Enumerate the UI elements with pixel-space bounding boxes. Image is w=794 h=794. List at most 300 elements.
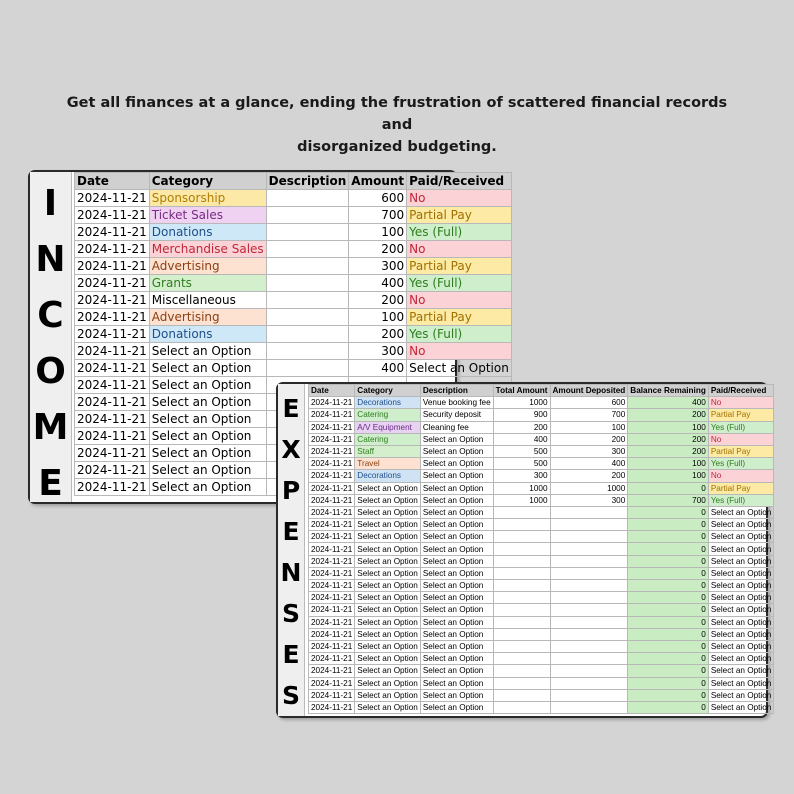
expenses-cell-date[interactable]: 2024-11-21	[309, 604, 355, 616]
headline	[60, 92, 734, 158]
expenses-cell-description[interactable]: Select an Option	[420, 458, 493, 470]
expenses-cell-amount-deposited[interactable]: 200	[550, 433, 628, 445]
expenses-cell-amount-deposited[interactable]: 200	[550, 470, 628, 482]
expenses-cell-total-amount[interactable]	[493, 653, 550, 665]
expenses-cell-paid-received[interactable]: Select an Option	[708, 677, 774, 689]
expenses-cell-date[interactable]: 2024-11-21	[309, 409, 355, 421]
expenses-table-row	[309, 531, 774, 543]
expenses-cell-total-amount[interactable]: 900	[493, 409, 550, 421]
income-cell-description[interactable]	[266, 343, 349, 360]
income-cell-description[interactable]	[266, 207, 349, 224]
expenses-cell-date[interactable]: 2024-11-21	[309, 677, 355, 689]
income-cell-amount[interactable]: 700	[349, 207, 407, 224]
expenses-cell-category[interactable]: Decorations	[355, 470, 421, 482]
income-cell-date[interactable]: 2024-11-21	[75, 326, 150, 343]
income-cell-paid-received[interactable]: Select an Option	[407, 360, 512, 377]
income-cell-category[interactable]: Select an Option	[149, 428, 266, 445]
expenses-cell-category[interactable]: Select an Option	[355, 665, 421, 677]
expenses-cell-description[interactable]: Cleaning fee	[420, 421, 493, 433]
expenses-table-row	[309, 433, 774, 445]
expenses-cell-amount-deposited[interactable]	[550, 616, 628, 628]
income-cell-description[interactable]	[266, 309, 349, 326]
income-cell-paid-received[interactable]: No	[407, 190, 512, 207]
expenses-cell-amount-deposited[interactable]: 1000	[550, 482, 628, 494]
expenses-cell-balance-remaining[interactable]: 0	[628, 482, 709, 494]
expenses-cell-category[interactable]: Select an Option	[355, 555, 421, 567]
income-cell-amount[interactable]: 200	[349, 326, 407, 343]
expenses-cell-category[interactable]: Select an Option	[355, 567, 421, 579]
income-cell-category[interactable]: Advertising	[149, 258, 266, 275]
expenses-cell-amount-deposited[interactable]	[550, 506, 628, 518]
income-cell-paid-received[interactable]: No	[407, 241, 512, 258]
expenses-cell-amount-deposited[interactable]	[550, 543, 628, 555]
expenses-cell-description[interactable]: Select an Option	[420, 677, 493, 689]
expenses-table-row	[309, 445, 774, 457]
expenses-cell-balance-remaining[interactable]: 0	[628, 592, 709, 604]
expenses-header-category: Category	[355, 385, 421, 397]
expenses-cell-paid-received[interactable]: Select an Option	[708, 506, 774, 518]
income-table-row	[75, 275, 512, 292]
expenses-cell-date[interactable]: 2024-11-21	[309, 458, 355, 470]
expenses-cell-description[interactable]: Select an Option	[420, 531, 493, 543]
expenses-cell-total-amount[interactable]: 500	[493, 458, 550, 470]
expenses-cell-description[interactable]: Select an Option	[420, 506, 493, 518]
expenses-cell-total-amount[interactable]	[493, 580, 550, 592]
expenses-cell-paid-received[interactable]: Yes (Full)	[708, 494, 774, 506]
income-table-row	[75, 292, 512, 309]
income-cell-category[interactable]: Donations	[149, 224, 266, 241]
expenses-cell-balance-remaining[interactable]: 200	[628, 409, 709, 421]
income-cell-paid-received[interactable]: No	[407, 343, 512, 360]
income-cell-date[interactable]: 2024-11-21	[75, 377, 150, 394]
expenses-cell-amount-deposited[interactable]: 400	[550, 458, 628, 470]
expenses-cell-total-amount[interactable]	[493, 592, 550, 604]
expenses-cell-total-amount[interactable]	[493, 640, 550, 652]
expenses-cell-category[interactable]: Select an Option	[355, 628, 421, 640]
expenses-cell-date[interactable]: 2024-11-21	[309, 628, 355, 640]
income-table-row	[75, 326, 512, 343]
expenses-label-letter: E	[282, 394, 300, 423]
expenses-cell-date[interactable]: 2024-11-21	[309, 482, 355, 494]
expenses-cell-balance-remaining[interactable]: 100	[628, 470, 709, 482]
expenses-cell-date[interactable]: 2024-11-21	[309, 445, 355, 457]
expenses-cell-category[interactable]: Travel	[355, 458, 421, 470]
expenses-cell-category[interactable]: Select an Option	[355, 604, 421, 616]
expenses-cell-balance-remaining[interactable]: 0	[628, 506, 709, 518]
expenses-cell-paid-received[interactable]: No	[708, 470, 774, 482]
income-cell-category[interactable]: Merchandise Sales	[149, 241, 266, 258]
expenses-cell-category[interactable]: Select an Option	[355, 580, 421, 592]
expenses-cell-balance-remaining[interactable]: 700	[628, 494, 709, 506]
expenses-cell-amount-deposited[interactable]	[550, 628, 628, 640]
expenses-cell-total-amount[interactable]	[493, 689, 550, 701]
income-cell-category[interactable]: Select an Option	[149, 411, 266, 428]
income-label-letter: C	[37, 295, 64, 336]
expenses-cell-balance-remaining[interactable]: 0	[628, 543, 709, 555]
expenses-cell-description[interactable]: Select an Option	[420, 701, 493, 713]
income-cell-date[interactable]: 2024-11-21	[75, 394, 150, 411]
expenses-cell-amount-deposited[interactable]	[550, 580, 628, 592]
income-cell-category[interactable]: Select an Option	[149, 445, 266, 462]
expenses-table-row	[309, 665, 774, 677]
income-cell-date[interactable]: 2024-11-21	[75, 428, 150, 445]
expenses-cell-total-amount[interactable]: 1000	[493, 397, 550, 409]
expenses-cell-category[interactable]: Select an Option	[355, 543, 421, 555]
expenses-table-row	[309, 421, 774, 433]
expenses-cell-balance-remaining[interactable]: 0	[628, 567, 709, 579]
expenses-cell-amount-deposited[interactable]	[550, 531, 628, 543]
expenses-cell-description[interactable]: Select an Option	[420, 433, 493, 445]
income-cell-amount[interactable]: 400	[349, 360, 407, 377]
expenses-cell-balance-remaining[interactable]: 0	[628, 519, 709, 531]
expenses-cell-paid-received[interactable]: Partial Pay	[708, 445, 774, 457]
income-table-row	[75, 309, 512, 326]
expenses-cell-amount-deposited[interactable]	[550, 592, 628, 604]
expenses-cell-amount-deposited[interactable]	[550, 689, 628, 701]
expenses-cell-category[interactable]: Catering	[355, 433, 421, 445]
expenses-label-letter: S	[281, 681, 300, 710]
income-cell-category[interactable]: Select an Option	[149, 479, 266, 496]
income-cell-amount[interactable]: 300	[349, 258, 407, 275]
income-cell-category[interactable]: Miscellaneous	[149, 292, 266, 309]
income-header-category: Category	[149, 173, 266, 190]
income-cell-date[interactable]: 2024-11-21	[75, 258, 150, 275]
expenses-cell-balance-remaining[interactable]: 0	[628, 616, 709, 628]
expenses-cell-date[interactable]: 2024-11-21	[309, 701, 355, 713]
expenses-cell-paid-received[interactable]: Select an Option	[708, 555, 774, 567]
expenses-cell-balance-remaining[interactable]: 200	[628, 433, 709, 445]
expenses-cell-paid-received[interactable]: Select an Option	[708, 592, 774, 604]
income-cell-description[interactable]	[266, 258, 349, 275]
expenses-cell-paid-received[interactable]: Select an Option	[708, 580, 774, 592]
expenses-cell-total-amount[interactable]	[493, 567, 550, 579]
expenses-cell-amount-deposited[interactable]: 300	[550, 494, 628, 506]
expenses-cell-date[interactable]: 2024-11-21	[309, 506, 355, 518]
expenses-cell-description[interactable]: Select an Option	[420, 567, 493, 579]
expenses-cell-date[interactable]: 2024-11-21	[309, 543, 355, 555]
income-cell-paid-received[interactable]: Partial Pay	[407, 207, 512, 224]
expenses-table-row	[309, 470, 774, 482]
expenses-cell-balance-remaining[interactable]: 200	[628, 445, 709, 457]
expenses-cell-paid-received[interactable]: Select an Option	[708, 701, 774, 713]
expenses-cell-amount-deposited[interactable]: 600	[550, 397, 628, 409]
expenses-cell-total-amount[interactable]	[493, 628, 550, 640]
expenses-cell-balance-remaining[interactable]: 100	[628, 458, 709, 470]
expenses-cell-amount-deposited[interactable]	[550, 653, 628, 665]
expenses-cell-category[interactable]: Select an Option	[355, 653, 421, 665]
income-table-row	[75, 207, 512, 224]
expenses-cell-total-amount[interactable]	[493, 616, 550, 628]
expenses-cell-category[interactable]: Catering	[355, 409, 421, 421]
income-cell-paid-received[interactable]: Partial Pay	[407, 258, 512, 275]
income-cell-date[interactable]: 2024-11-21	[75, 411, 150, 428]
expenses-cell-paid-received[interactable]: Yes (Full)	[708, 421, 774, 433]
expenses-cell-category[interactable]: Select an Option	[355, 616, 421, 628]
expenses-cell-paid-received[interactable]: Yes (Full)	[708, 458, 774, 470]
expenses-table-row	[309, 519, 774, 531]
income-cell-description[interactable]	[266, 190, 349, 207]
expenses-cell-description[interactable]: Select an Option	[420, 580, 493, 592]
expenses-cell-paid-received[interactable]: Select an Option	[708, 567, 774, 579]
expenses-cell-category[interactable]: Select an Option	[355, 689, 421, 701]
income-header-description: Description	[266, 173, 349, 190]
expenses-label-letter: P	[281, 476, 301, 505]
expenses-table-wrap	[308, 384, 772, 716]
expenses-cell-total-amount[interactable]	[493, 506, 550, 518]
expenses-cell-category[interactable]: Select an Option	[355, 506, 421, 518]
income-cell-category[interactable]: Select an Option	[149, 394, 266, 411]
expenses-label-letter: S	[281, 599, 300, 628]
income-cell-date[interactable]: 2024-11-21	[75, 360, 150, 377]
income-cell-paid-received[interactable]: Yes (Full)	[407, 224, 512, 241]
expenses-table-row	[309, 653, 774, 665]
income-cell-date[interactable]: 2024-11-21	[75, 309, 150, 326]
income-cell-date[interactable]: 2024-11-21	[75, 241, 150, 258]
income-table-row	[75, 190, 512, 207]
expenses-cell-amount-deposited[interactable]: 300	[550, 445, 628, 457]
expenses-cell-date[interactable]: 2024-11-21	[309, 397, 355, 409]
expenses-cell-amount-deposited[interactable]	[550, 701, 628, 713]
expenses-header-amount-deposited: Amount Deposited	[550, 385, 628, 397]
expenses-cell-category[interactable]: Select an Option	[355, 494, 421, 506]
income-header-row	[75, 173, 512, 190]
expenses-cell-amount-deposited[interactable]	[550, 567, 628, 579]
expenses-table	[308, 384, 774, 714]
expenses-cell-balance-remaining[interactable]: 0	[628, 604, 709, 616]
expenses-cell-category[interactable]: Select an Option	[355, 640, 421, 652]
income-cell-description[interactable]	[266, 326, 349, 343]
expenses-cell-description[interactable]: Venue booking fee	[420, 397, 493, 409]
income-label-letter: I	[43, 183, 58, 224]
expenses-cell-amount-deposited[interactable]	[550, 555, 628, 567]
expenses-cell-amount-deposited[interactable]: 700	[550, 409, 628, 421]
expenses-cell-description[interactable]: Select an Option	[420, 470, 493, 482]
expenses-cell-category[interactable]: Select an Option	[355, 592, 421, 604]
expenses-cell-paid-received[interactable]: Partial Pay	[708, 482, 774, 494]
expenses-cell-description[interactable]: Select an Option	[420, 592, 493, 604]
expenses-cell-amount-deposited[interactable]	[550, 677, 628, 689]
expenses-cell-paid-received[interactable]: Partial Pay	[708, 409, 774, 421]
income-cell-date[interactable]: 2024-11-21	[75, 207, 150, 224]
expenses-cell-paid-received[interactable]: Select an Option	[708, 689, 774, 701]
expenses-cell-paid-received[interactable]: Select an Option	[708, 519, 774, 531]
expenses-table-row	[309, 604, 774, 616]
expenses-cell-category[interactable]: Select an Option	[355, 701, 421, 713]
expenses-cell-balance-remaining[interactable]: 0	[628, 653, 709, 665]
expenses-header-row	[309, 385, 774, 397]
expenses-sheet	[276, 382, 772, 718]
income-table-row	[75, 258, 512, 275]
expenses-cell-balance-remaining[interactable]: 0	[628, 628, 709, 640]
income-cell-amount[interactable]: 200	[349, 292, 407, 309]
expenses-cell-paid-received[interactable]: Select an Option	[708, 543, 774, 555]
expenses-table-row	[309, 689, 774, 701]
expenses-cell-date[interactable]: 2024-11-21	[309, 519, 355, 531]
expenses-cell-paid-received[interactable]: Select an Option	[708, 665, 774, 677]
income-label-letter: M	[32, 407, 69, 448]
expenses-cell-description[interactable]: Select an Option	[420, 689, 493, 701]
expenses-table-row	[309, 592, 774, 604]
expenses-cell-balance-remaining[interactable]: 100	[628, 421, 709, 433]
income-cell-category[interactable]: Select an Option	[149, 343, 266, 360]
income-cell-amount[interactable]: 600	[349, 190, 407, 207]
expenses-cell-balance-remaining[interactable]: 400	[628, 397, 709, 409]
expenses-cell-total-amount[interactable]: 200	[493, 421, 550, 433]
expenses-cell-balance-remaining[interactable]: 0	[628, 701, 709, 713]
expenses-cell-balance-remaining[interactable]: 0	[628, 640, 709, 652]
income-cell-paid-received[interactable]: Yes (Full)	[407, 326, 512, 343]
expenses-cell-balance-remaining[interactable]: 0	[628, 689, 709, 701]
income-cell-date[interactable]: 2024-11-21	[75, 343, 150, 360]
expenses-cell-amount-deposited[interactable]: 100	[550, 421, 628, 433]
income-cell-date[interactable]: 2024-11-21	[75, 292, 150, 309]
expenses-cell-amount-deposited[interactable]	[550, 519, 628, 531]
expenses-cell-total-amount[interactable]	[493, 677, 550, 689]
expenses-table-row	[309, 397, 774, 409]
expenses-label-letter: E	[282, 517, 300, 546]
expenses-cell-balance-remaining[interactable]: 0	[628, 531, 709, 543]
income-cell-amount[interactable]: 300	[349, 343, 407, 360]
income-cell-amount[interactable]: 200	[349, 241, 407, 258]
income-cell-paid-received[interactable]: No	[407, 292, 512, 309]
expenses-label-letter: N	[280, 558, 302, 587]
expenses-cell-date[interactable]: 2024-11-21	[309, 580, 355, 592]
income-cell-description[interactable]	[266, 292, 349, 309]
income-vertical-label	[30, 172, 72, 502]
expenses-cell-paid-received[interactable]: No	[708, 397, 774, 409]
expenses-cell-balance-remaining[interactable]: 0	[628, 677, 709, 689]
expenses-cell-description[interactable]: Select an Option	[420, 665, 493, 677]
income-header-date: Date	[75, 173, 150, 190]
income-cell-description[interactable]	[266, 241, 349, 258]
expenses-cell-description[interactable]: Security deposit	[420, 409, 493, 421]
expenses-cell-description[interactable]: Select an Option	[420, 555, 493, 567]
expenses-cell-description[interactable]: Select an Option	[420, 519, 493, 531]
expenses-cell-category[interactable]: Select an Option	[355, 519, 421, 531]
income-cell-paid-received[interactable]: Yes (Full)	[407, 275, 512, 292]
income-cell-paid-received[interactable]: Partial Pay	[407, 309, 512, 326]
income-cell-category[interactable]: Donations	[149, 326, 266, 343]
income-cell-category[interactable]: Select an Option	[149, 462, 266, 479]
income-cell-category[interactable]: Select an Option	[149, 377, 266, 394]
expenses-cell-date[interactable]: 2024-11-21	[309, 555, 355, 567]
expenses-cell-description[interactable]: Select an Option	[420, 445, 493, 457]
expenses-cell-description[interactable]: Select an Option	[420, 640, 493, 652]
expenses-cell-date[interactable]: 2024-11-21	[309, 567, 355, 579]
income-cell-category[interactable]: Sponsorship	[149, 190, 266, 207]
expenses-cell-category[interactable]: Select an Option	[355, 531, 421, 543]
income-cell-date[interactable]: 2024-11-21	[75, 462, 150, 479]
expenses-cell-description[interactable]: Select an Option	[420, 628, 493, 640]
expenses-cell-paid-received[interactable]: Select an Option	[708, 604, 774, 616]
expenses-table-row	[309, 567, 774, 579]
expenses-cell-date[interactable]: 2024-11-21	[309, 665, 355, 677]
income-cell-description[interactable]	[266, 275, 349, 292]
expenses-cell-description[interactable]: Select an Option	[420, 543, 493, 555]
expenses-table-row	[309, 701, 774, 713]
headline-line-1: Get all finances at a glance, ending the frustration of scattered financial records and	[66, 95, 728, 133]
expenses-cell-description[interactable]: Select an Option	[420, 653, 493, 665]
expenses-cell-date[interactable]: 2024-11-21	[309, 592, 355, 604]
expenses-vertical-label	[278, 384, 305, 716]
expenses-cell-total-amount[interactable]: 500	[493, 445, 550, 457]
expenses-cell-category[interactable]: Select an Option	[355, 677, 421, 689]
expenses-cell-balance-remaining[interactable]: 0	[628, 665, 709, 677]
income-label-letter: E	[38, 463, 63, 504]
expenses-cell-date[interactable]: 2024-11-21	[309, 531, 355, 543]
expenses-cell-amount-deposited[interactable]	[550, 640, 628, 652]
expenses-cell-balance-remaining[interactable]: 0	[628, 555, 709, 567]
expenses-cell-date[interactable]: 2024-11-21	[309, 653, 355, 665]
expenses-cell-total-amount[interactable]	[493, 519, 550, 531]
expenses-cell-amount-deposited[interactable]	[550, 604, 628, 616]
expenses-cell-category[interactable]: Staff	[355, 445, 421, 457]
expenses-cell-date[interactable]: 2024-11-21	[309, 640, 355, 652]
income-cell-amount[interactable]: 100	[349, 224, 407, 241]
income-cell-category[interactable]: Advertising	[149, 309, 266, 326]
expenses-table-row	[309, 409, 774, 421]
expenses-cell-description[interactable]: Select an Option	[420, 494, 493, 506]
expenses-cell-total-amount[interactable]	[493, 665, 550, 677]
expenses-cell-description[interactable]: Select an Option	[420, 616, 493, 628]
expenses-cell-total-amount[interactable]: 1000	[493, 494, 550, 506]
income-cell-date[interactable]: 2024-11-21	[75, 190, 150, 207]
income-cell-date[interactable]: 2024-11-21	[75, 479, 150, 496]
expenses-header-description: Description	[420, 385, 493, 397]
expenses-cell-description[interactable]: Select an Option	[420, 604, 493, 616]
income-cell-description[interactable]	[266, 224, 349, 241]
income-cell-date[interactable]: 2024-11-21	[75, 275, 150, 292]
expenses-cell-total-amount[interactable]: 400	[493, 433, 550, 445]
expenses-cell-date[interactable]: 2024-11-21	[309, 421, 355, 433]
expenses-cell-date[interactable]: 2024-11-21	[309, 470, 355, 482]
expenses-cell-paid-received[interactable]: Select an Option	[708, 640, 774, 652]
expenses-cell-paid-received[interactable]: Select an Option	[708, 531, 774, 543]
expenses-cell-total-amount[interactable]: 1000	[493, 482, 550, 494]
expenses-cell-total-amount[interactable]	[493, 543, 550, 555]
expenses-cell-category[interactable]: Decorations	[355, 397, 421, 409]
income-cell-date[interactable]: 2024-11-21	[75, 224, 150, 241]
income-cell-category[interactable]: Select an Option	[149, 360, 266, 377]
expenses-cell-paid-received[interactable]: Select an Option	[708, 616, 774, 628]
expenses-cell-total-amount[interactable]	[493, 604, 550, 616]
expenses-cell-total-amount[interactable]: 300	[493, 470, 550, 482]
expenses-cell-category[interactable]: Select an Option	[355, 482, 421, 494]
expenses-cell-description[interactable]: Select an Option	[420, 482, 493, 494]
expenses-cell-amount-deposited[interactable]	[550, 665, 628, 677]
expenses-cell-total-amount[interactable]	[493, 701, 550, 713]
expenses-cell-date[interactable]: 2024-11-21	[309, 616, 355, 628]
expenses-cell-total-amount[interactable]	[493, 555, 550, 567]
expenses-cell-balance-remaining[interactable]: 0	[628, 580, 709, 592]
expenses-cell-date[interactable]: 2024-11-21	[309, 689, 355, 701]
income-cell-category[interactable]: Grants	[149, 275, 266, 292]
expenses-table-row	[309, 494, 774, 506]
expenses-cell-category[interactable]: A/V Equipment	[355, 421, 421, 433]
income-cell-description[interactable]	[266, 360, 349, 377]
income-cell-date[interactable]: 2024-11-21	[75, 445, 150, 462]
expenses-cell-date[interactable]: 2024-11-21	[309, 433, 355, 445]
income-cell-amount[interactable]: 100	[349, 309, 407, 326]
expenses-cell-date[interactable]: 2024-11-21	[309, 494, 355, 506]
income-cell-amount[interactable]: 400	[349, 275, 407, 292]
expenses-cell-paid-received[interactable]: Select an Option	[708, 628, 774, 640]
income-cell-category[interactable]: Ticket Sales	[149, 207, 266, 224]
expenses-cell-total-amount[interactable]	[493, 531, 550, 543]
expenses-cell-paid-received[interactable]: No	[708, 433, 774, 445]
expenses-cell-paid-received[interactable]: Select an Option	[708, 653, 774, 665]
income-label-letter: O	[35, 351, 66, 392]
